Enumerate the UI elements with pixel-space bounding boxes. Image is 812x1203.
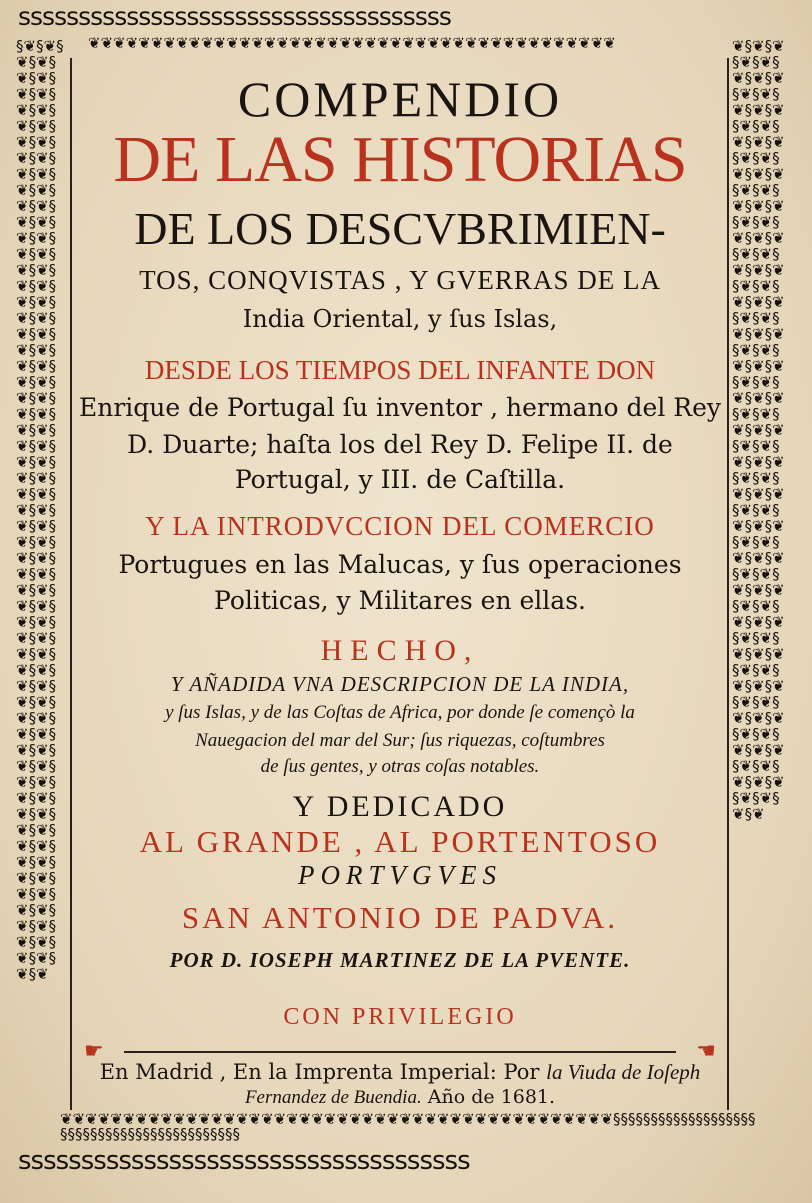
title-line-castilla: Portugal, y III. de Caſtilla. [234, 465, 566, 494]
body-line-gentes: de ſus gentes, y otras coſas notables. [260, 756, 540, 777]
imprint-year: Año de 1681. [421, 1086, 556, 1108]
privilege-line: CON PRIVILEGIO [283, 1004, 517, 1030]
left-ornament-border: §❦§❦§❦§❦§❦§❦§❦§❦§❦§❦§❦§❦§❦§❦§❦§❦§❦§❦§❦§❦§❦§❦§❦§❦§❦§❦§❦§❦§❦§❦§❦§❦§❦§❦§❦§❦§❦§❦§❦§❦§❦§❦§❦§❦§❦§❦§❦§❦§❦§❦§❦§❦§❦§❦§❦§❦§❦§❦§❦§❦§❦§❦§❦§❦§❦§❦§❦§❦§❦§❦§❦§❦§❦§❦§❦§❦§❦§❦§❦§❦§❦§❦§❦§❦§❦§❦§❦§❦§❦§❦§❦§❦§❦§❦§❦§❦§❦§❦§❦§❦§❦§❦§❦§❦§❦§❦§❦§❦§❦§❦§❦§❦§❦§❦§❦§❦§❦§❦ [16, 38, 64, 983]
imprint-widow: la Viuda de Ioſeph [546, 1060, 701, 1084]
title-line-comercio: Y LA INTRODVCCION DEL COMERCIO [145, 511, 655, 541]
body-line-hecho: HECHO, [320, 634, 480, 667]
author-line: POR D. IOSEPH MARTINEZ DE LA PVENTE. [169, 948, 631, 972]
pointing-hand-right-icon: ☚ [696, 1039, 716, 1064]
imprint-rule [84, 1039, 716, 1064]
title-line-enrique: Enrique de Portugal ſu inventor , hermano del Rey [78, 393, 722, 422]
pointing-hand-left-icon: ☛ [84, 1039, 104, 1064]
body-line-dedicado: Y DEDICADO [292, 790, 508, 823]
body-line-descripcion: Y AÑADIDA VNA DESCRIPCION DE LA INDIA, [170, 672, 630, 696]
top-ornament-border: ssssssssssssssssssssssssssssssssssss [18, 4, 451, 31]
imprint-place-line [74, 1060, 726, 1085]
title-line-compendio: COMPENDIO [237, 71, 563, 127]
rule-bar [124, 1051, 676, 1053]
imprint-printer-line [74, 1086, 726, 1109]
title-line-descubrimientos: DE LOS DESCVBRIMIEN- [134, 203, 666, 254]
title-line-politicas: Politicas, y Militares en ellas. [214, 586, 586, 615]
imprint-place: En Madrid , En la Imprenta Imperial: Por [99, 1060, 547, 1084]
imprint-printer: Fernandez de Buendia. [244, 1087, 422, 1108]
title-block [74, 60, 726, 1110]
body-line-costas: y ſus Islas, y de las Coſtas de Africa, por donde ſe començò la [165, 702, 635, 723]
title-line-desde-los-tiempos: DESDE LOS TIEMPOS DEL INFANTE DON [144, 355, 656, 385]
top-inner-ornament-border: ❦❦❦❦❦❦❦❦❦❦❦❦❦❦❦❦❦❦❦❦❦❦❦❦❦❦❦❦❦❦❦❦❦❦❦❦❦❦❦❦❦❦ [88, 36, 616, 52]
right-ornament-border: ❦§❦§❦§❦§❦§❦§❦§❦§❦§❦§❦§❦§❦§❦§❦§❦§❦§❦§❦§❦§❦§❦§❦§❦§❦§❦§❦§❦§❦§❦§❦§❦§❦§❦§❦§❦§❦§❦§❦§❦§❦§❦§❦§❦§❦§❦§❦§❦§❦§❦§❦§❦§❦§❦§❦§❦§❦§❦§❦§❦§❦§❦§❦§❦§❦§❦§❦§❦§❦§❦§❦§❦§❦§❦§❦§❦§❦§❦§❦§❦§❦§❦§❦§❦§❦§❦§❦§❦§❦§❦§❦§❦§❦§❦§❦§❦§❦§❦§❦§❦§❦§❦§❦§❦§❦§❦§❦§❦§❦§❦§❦§❦§❦§❦§❦§❦§❦§❦§❦§❦§❦§❦ [732, 38, 785, 823]
body-line-san-antonio: SAN ANTONIO DE PADVA. [181, 900, 619, 935]
bottom-inner-ornament-border: ❦❦❦❦❦❦❦❦❦❦❦❦❦❦❦❦❦❦❦❦❦❦❦❦❦❦❦❦❦❦❦❦❦❦❦❦❦❦❦❦❦❦❦❦§§§§§§§§§§§§§§§§§§§§§§§§§§§§§§§§§§§§§§§§§§§ [60, 1112, 756, 1142]
bottom-ornament-border: ssssssssssssssssssssssssssssssssssss [18, 1148, 470, 1176]
title-line-historias: DE LAS HISTORIAS [113, 123, 687, 196]
title-line-conquistas: TOS, CONQVISTAS , Y GVERRAS DE LA [139, 265, 661, 295]
title-line-malucas: Portugues en las Malucas, y ſus operaciones [118, 550, 682, 579]
title-line-india-oriental: India Oriental, y ſus Islas, [242, 305, 558, 333]
body-line-nauegacion: Nauegacion del mar del Sur; ſus riquezas, coſtumbres [195, 730, 605, 751]
title-line-duarte: D. Duarte; haſta los del Rey D. Felipe II. de [127, 430, 673, 459]
body-line-al-grande: AL GRANDE , AL PORTENTOSO [139, 824, 661, 859]
body-line-portugues: PORTVGVES [298, 860, 502, 890]
